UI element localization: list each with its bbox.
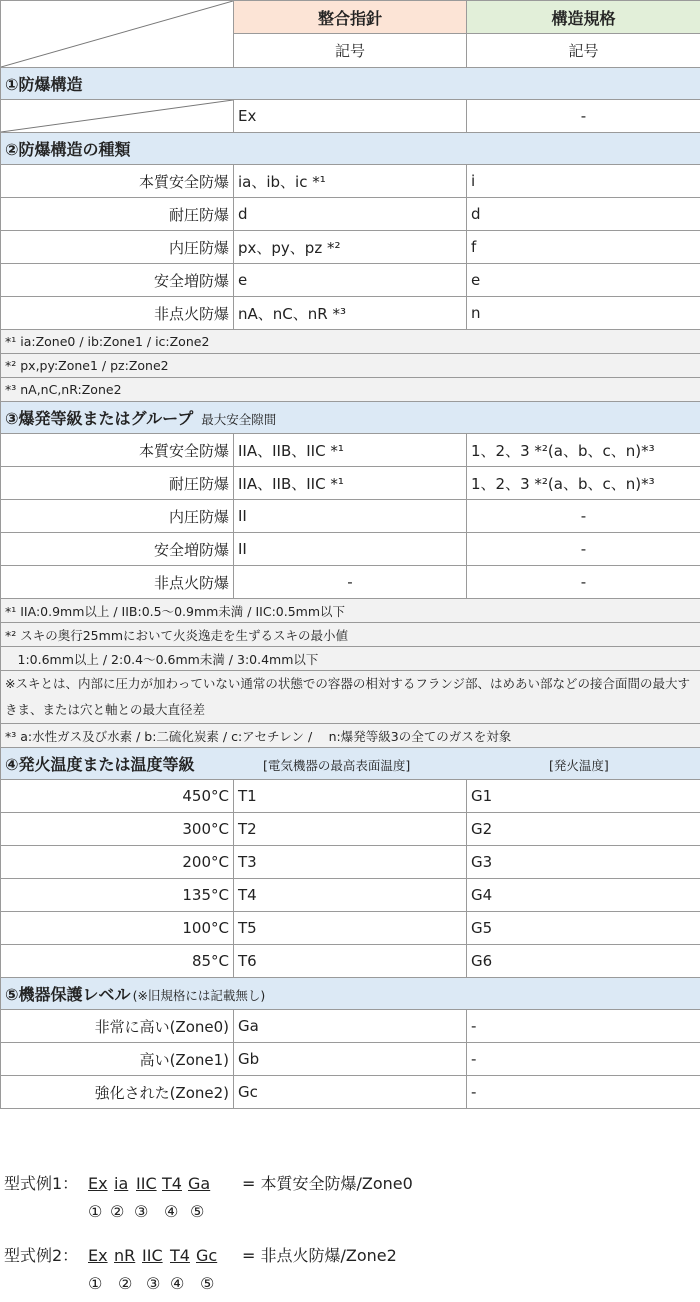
example1-result: = 本質安全防爆/Zone0 — [242, 1174, 413, 1193]
s4-row-col2: G3 — [467, 846, 700, 879]
s3-row-col1: - — [234, 566, 467, 599]
section5-title: ⑤機器保護レベル — [5, 985, 131, 1004]
s2-row-label: 本質安全防爆 — [1, 165, 234, 198]
s3-note: *² スキの奥行25mmにおいて火炎逸走を生ずるスキの最小値 — [1, 623, 700, 647]
s5-row-label: 非常に高い(Zone0) — [1, 1010, 234, 1043]
example1-number: ⑤ — [190, 1202, 205, 1221]
s5-row-col2: - — [467, 1076, 700, 1109]
section1-col1: Ex — [234, 100, 467, 133]
example2-number: ③ — [146, 1274, 161, 1293]
s4-row-col2: G6 — [467, 945, 700, 978]
example2-result: = 非点火防爆/Zone2 — [242, 1246, 397, 1265]
section4-subtitle1: [電気機器の最高表面温度] — [263, 758, 411, 773]
header-col1-title: 整合指針 — [234, 1, 467, 34]
s3-row-col1: II — [234, 533, 467, 566]
s4-row-col1: T5 — [234, 912, 467, 945]
s4-row-label: 450°C — [1, 780, 234, 813]
s4-row-col1: T4 — [234, 879, 467, 912]
s4-row-label: 85°C — [1, 945, 234, 978]
s4-row-col2: G1 — [467, 780, 700, 813]
s3-row-label: 安全増防爆 — [1, 533, 234, 566]
header-col2-sub: 記号 — [467, 34, 700, 68]
s4-row-col2: G4 — [467, 879, 700, 912]
s2-row-col2: d — [467, 198, 700, 231]
example2-part: Ex — [88, 1246, 108, 1265]
s3-row-label: 耐圧防爆 — [1, 467, 234, 500]
s5-row-col2: - — [467, 1010, 700, 1043]
s3-note: 1:0.6mm以上 / 2:0.4～0.6mm未満 / 3:0.4mm以下 — [1, 647, 700, 671]
s5-row-col1: Gb — [234, 1043, 467, 1076]
example2-part: Gc — [196, 1246, 218, 1265]
s2-row-label: 安全増防爆 — [1, 264, 234, 297]
example2-prefix: 型式例2： — [4, 1246, 79, 1265]
s2-note: *² px,py:Zone1 / pz:Zone2 — [1, 354, 700, 378]
s5-row-label: 強化された(Zone2) — [1, 1076, 234, 1109]
s4-row-label: 135°C — [1, 879, 234, 912]
s3-row-col1: IIA、IIB、IIC *¹ — [234, 434, 467, 467]
section4-title: ④発火温度または温度等級 — [5, 755, 195, 774]
s5-row-label: 高い(Zone1) — [1, 1043, 234, 1076]
s2-note: *³ nA,nC,nR:Zone2 — [1, 378, 700, 402]
s3-row-label: 内圧防爆 — [1, 500, 234, 533]
example1-part: Ex — [88, 1174, 108, 1193]
s2-row-col1: e — [234, 264, 467, 297]
section1-diagonal-cell — [1, 100, 234, 133]
s3-row-col2: - — [467, 500, 700, 533]
example2-part: IIC — [142, 1246, 163, 1265]
s3-note-long: ※スキとは、内部に圧力が加わっていない通常の状態での容器の相対するフランジ部、はめあい部などの接合面間の最大すきま、または穴と軸との最大直径差 — [1, 671, 700, 724]
s3-row-col2: - — [467, 533, 700, 566]
s2-row-col2: e — [467, 264, 700, 297]
section1-title: ①防爆構造 — [1, 68, 700, 100]
s5-row-col1: Ga — [234, 1010, 467, 1043]
s2-row-label: 内圧防爆 — [1, 231, 234, 264]
s3-row-label: 本質安全防爆 — [1, 434, 234, 467]
example2-number: ④ — [170, 1274, 185, 1293]
s3-note: *³ a:水性ガス及び水素 / b:二硫化炭素 / c:アセチレン / n:爆発等級3の全てのガスを対象 — [1, 724, 700, 748]
s2-row-label: 耐圧防爆 — [1, 198, 234, 231]
s5-row-col2: - — [467, 1043, 700, 1076]
example1-prefix: 型式例1： — [4, 1174, 79, 1193]
section4-header — [1, 748, 700, 780]
s3-row-col1: IIA、IIB、IIC *¹ — [234, 467, 467, 500]
s4-row-label: 100°C — [1, 912, 234, 945]
s2-row-col2: n — [467, 297, 700, 330]
s4-row-label: 300°C — [1, 813, 234, 846]
example1-number: ① — [88, 1202, 103, 1221]
example1-number: ② — [110, 1202, 125, 1221]
s4-row-col1: T1 — [234, 780, 467, 813]
example1-part: Ga — [188, 1174, 211, 1193]
section1-col2: - — [467, 100, 700, 133]
s4-row-label: 200°C — [1, 846, 234, 879]
s2-note: *¹ ia:Zone0 / ib:Zone1 / ic:Zone2 — [1, 330, 700, 354]
example2-part: nR — [114, 1246, 136, 1265]
s3-row-label: 非点火防爆 — [1, 566, 234, 599]
section3-title: ③爆発等級またはグループ — [5, 409, 194, 428]
section5-header — [1, 978, 700, 1010]
s4-row-col1: T6 — [234, 945, 467, 978]
s3-row-col2: - — [467, 566, 700, 599]
s4-row-col1: T2 — [234, 813, 467, 846]
header-col2-title: 構造規格 — [467, 1, 700, 34]
example1-part: T4 — [162, 1174, 182, 1193]
example2-part: T4 — [170, 1246, 190, 1265]
example2-number: ① — [88, 1274, 103, 1293]
s3-row-col2: 1、2、3 *²(a、b、c、n)*³ — [467, 467, 700, 500]
s4-row-col2: G2 — [467, 813, 700, 846]
s5-row-col1: Gc — [234, 1076, 467, 1109]
example1-number: ④ — [164, 1202, 179, 1221]
s2-row-col1: px、py、pz *² — [234, 231, 467, 264]
example1-part: ia — [114, 1174, 129, 1193]
s3-note: *¹ IIA:0.9mm以上 / IIB:0.5～0.9mm未満 / IIC:0.5mm以下 — [1, 599, 700, 623]
s2-row-col2: i — [467, 165, 700, 198]
example1-number: ③ — [134, 1202, 149, 1221]
s3-row-col2: 1、2、3 *²(a、b、c、n)*³ — [467, 434, 700, 467]
s2-row-col1: d — [234, 198, 467, 231]
example2-number: ② — [118, 1274, 133, 1293]
s2-row-label: 非点火防爆 — [1, 297, 234, 330]
section2-title: ②防爆構造の種類 — [1, 133, 700, 165]
section3-header — [1, 402, 700, 434]
header-col1-sub: 記号 — [234, 34, 467, 68]
section5-subtitle: (※旧規格には記載無し) — [132, 988, 266, 1003]
s2-row-col1: nA、nC、nR *³ — [234, 297, 467, 330]
example2-number: ⑤ — [200, 1274, 215, 1293]
s2-row-col1: ia、ib、ic *¹ — [234, 165, 467, 198]
section4-subtitle2: [発火温度] — [549, 758, 609, 773]
example1-part: IIC — [136, 1174, 157, 1193]
s3-row-col1: II — [234, 500, 467, 533]
s4-row-col2: G5 — [467, 912, 700, 945]
s2-row-col2: f — [467, 231, 700, 264]
section3-subtitle: 最大安全隙間 — [201, 412, 277, 427]
header-diagonal-cell — [1, 1, 234, 68]
s4-row-col1: T3 — [234, 846, 467, 879]
